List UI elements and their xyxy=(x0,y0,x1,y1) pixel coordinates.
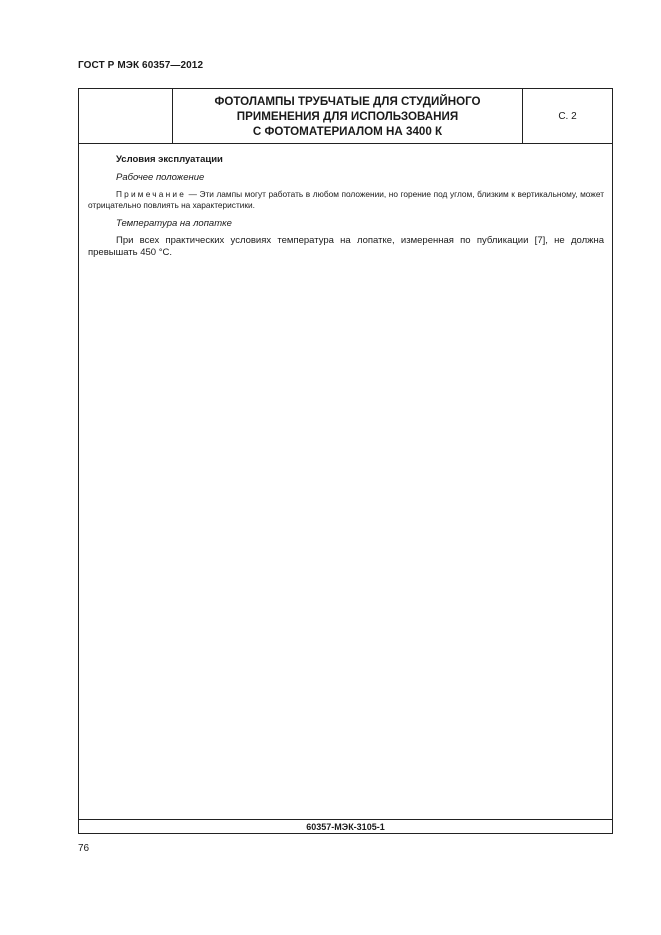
cap-temperature-heading: Температура на лопатке xyxy=(116,218,232,229)
note-paragraph xyxy=(88,189,604,211)
section-heading: Условия эксплуатации xyxy=(116,154,223,165)
sheet-content xyxy=(88,154,604,259)
sheet-title xyxy=(173,89,523,143)
note-label: Примечание xyxy=(116,189,187,199)
document-code: ГОСТ Р МЭК 60357—2012 xyxy=(78,60,204,71)
sheet-header xyxy=(79,89,612,144)
sheet-footer-code: 60357-МЭК-3105-1 xyxy=(79,819,612,833)
header-blank-cell xyxy=(79,89,173,143)
sheet-title-line: С ФОТОМАТЕРИАЛОМ НА 3400 К xyxy=(252,124,443,138)
cap-temperature-text: При всех практических условиях температура на лопатке, измеренная по публикации [7], не должна превышать 450 °С. xyxy=(88,235,604,258)
sheet-title-line: ПРИМЕНЕНИЯ ДЛЯ ИСПОЛЬЗОВАНИЯ xyxy=(236,109,459,123)
standard-sheet-frame xyxy=(78,88,613,834)
working-position-heading: Рабочее положение xyxy=(116,172,205,183)
note-text: — Эти лампы могут работать в любом положении, но горение под углом, близким к вертикальному, может отрицательно повлиять на характеристики. xyxy=(88,189,604,210)
sheet-title-line: ФОТОЛАМПЫ ТРУБЧАТЫЕ ДЛЯ СТУДИЙНОГО xyxy=(214,94,481,108)
page-number: 76 xyxy=(78,843,90,854)
sheet-number: С. 2 xyxy=(558,110,577,122)
